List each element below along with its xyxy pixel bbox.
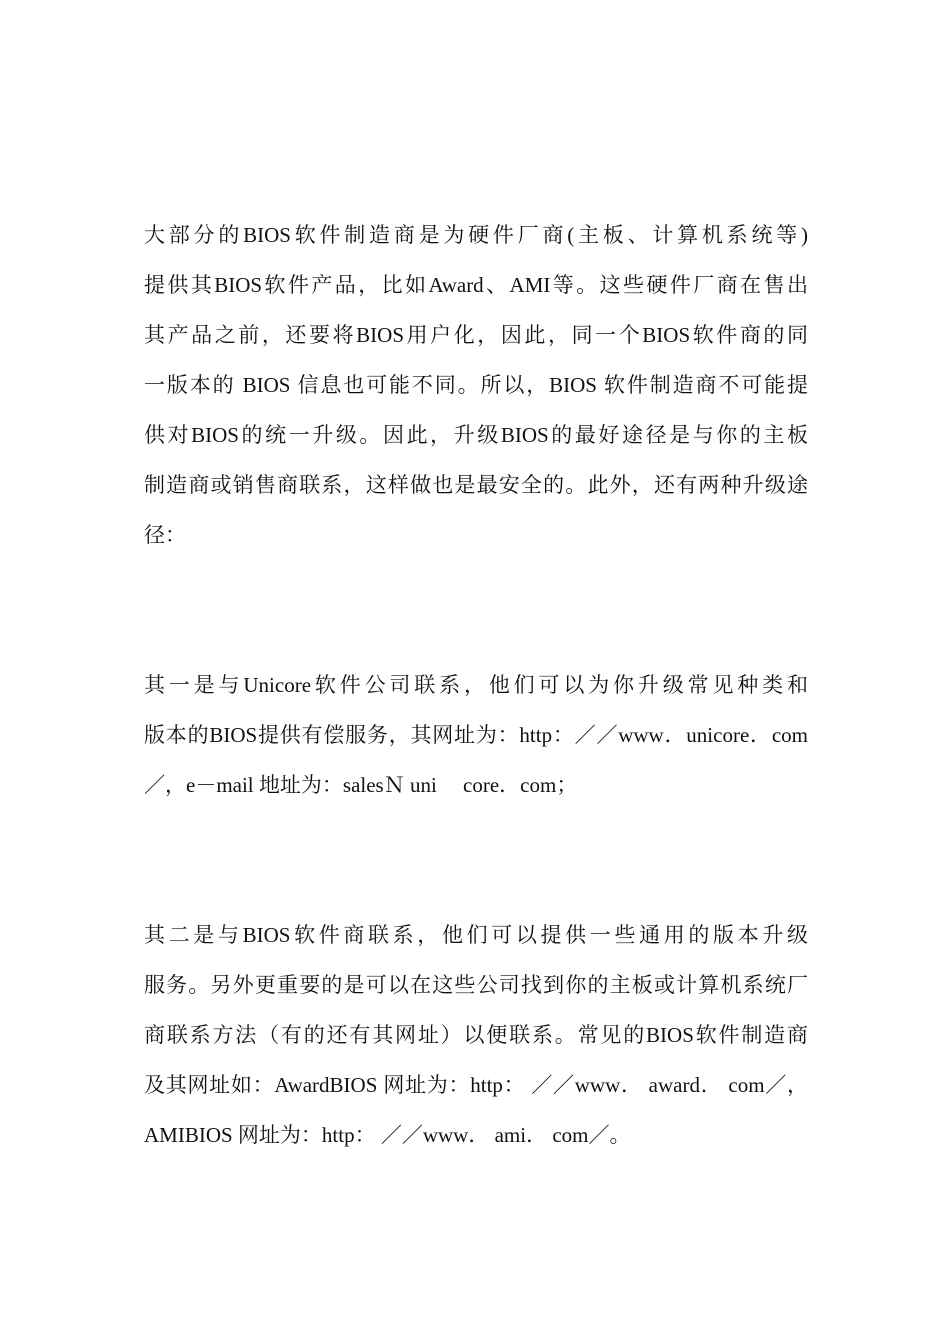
paragraph-1-line-5: 供对BIOS的统一升级。因此，升级BIOS的最好途径是与你的主板: [144, 423, 808, 447]
paragraph-3-line-3: 商联系方法（有的还有其网址）以便联系。常见的BIOS软件制造商: [144, 1023, 808, 1047]
paragraph-1-line-4: 一版本的 BIOS 信息也可能不同。所以，BIOS 软件制造商不可能提: [144, 373, 808, 397]
paragraph-1-line-1: 大部分的BIOS软件制造商是为硬件厂商(主板、计算机系统等): [144, 223, 808, 247]
paragraph-2-line-2: 版本的BIOS提供有偿服务，其网址为：http：／／www．unicore．com: [144, 723, 808, 747]
paragraph-1-line-7: 径：: [144, 523, 186, 547]
paragraph-1-line-6: 制造商或销售商联系，这样做也是最安全的。此外，还有两种升级途: [144, 473, 808, 497]
paragraph-1-line-3: 其产品之前，还要将BIOS用户化，因此，同一个BIOS软件商的同: [144, 323, 808, 347]
paragraph-3-line-4: 及其网址如：AwardBIOS 网址为：http： ／／www． award． com／，: [144, 1073, 808, 1097]
paragraph-3-line-2: 服务。另外更重要的是可以在这些公司找到你的主板或计算机系统厂: [144, 973, 808, 997]
paragraph-2-line-1: 其一是与Unicore软件公司联系，他们可以为你升级常见种类和: [144, 673, 808, 697]
paragraph-1-line-2: 提供其BIOS软件产品，比如Award、AMI等。这些硬件厂商在售出: [144, 273, 808, 297]
paragraph-2-line-3: ／，e－mail 地址为：salesＮ uni core．com；: [144, 773, 578, 797]
paragraph-3-line-1: 其二是与BIOS软件商联系，他们可以提供一些通用的版本升级: [144, 923, 808, 947]
paragraph-3-line-5: AMIBIOS 网址为：http： ／／www． ami． com／。: [144, 1123, 631, 1147]
